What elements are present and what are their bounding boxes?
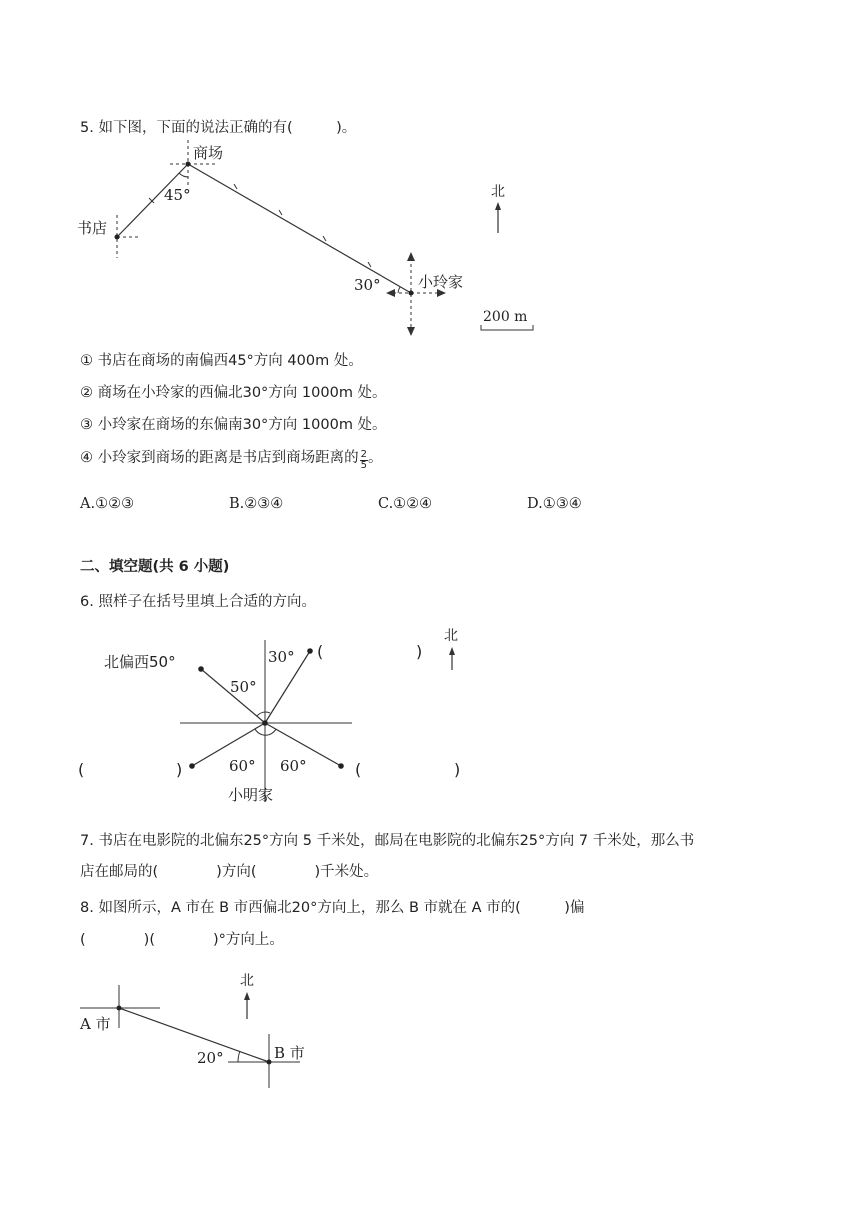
angle-20-label: 20° xyxy=(197,1049,224,1067)
blank-sw-open: ( xyxy=(78,760,85,779)
north-label: 北 xyxy=(240,973,254,989)
north-label: 北 xyxy=(491,184,505,200)
angle-60-right-label: 60° xyxy=(280,757,307,775)
city-a-label: A 市 xyxy=(80,1015,111,1033)
north-arrowhead-icon xyxy=(244,992,250,1000)
q5-statement-1: ① 书店在商场的南偏西45°方向 400m 处。 xyxy=(80,353,363,369)
q5-stem: 5. 如下图，下面的说法正确的有( )。 xyxy=(80,120,357,136)
angle-45-label: 45° xyxy=(164,186,191,204)
q5-statement-4-text: ④ 小玲家到商场的距离是书店到商场距离的 xyxy=(80,450,359,466)
angle-arc-20 xyxy=(238,1051,240,1062)
scale-label: 200 m xyxy=(483,309,528,325)
blank-ne-open: ( xyxy=(317,642,324,661)
example-direction-label: 北偏西50° xyxy=(104,653,176,671)
blank-se-open: ( xyxy=(355,760,362,779)
blank-se-close: ) xyxy=(454,760,461,779)
angle-60-left-label: 60° xyxy=(229,757,256,775)
q5-option-b[interactable]: B.②③④ xyxy=(229,496,284,512)
q7-line-1: 7. 书店在电影院的北偏东25°方向 5 千米处，邮局在电影院的北偏东25°方向 7 千米处，那么书 xyxy=(80,833,695,849)
fraction-two-fifths: $\frac{2}{5}$ xyxy=(360,449,367,471)
bookstore-label: 书店 xyxy=(77,219,108,237)
q5-option-d[interactable]: D.①③④ xyxy=(527,496,582,512)
section-title: 二、填空题(共 6 小题) xyxy=(80,559,230,575)
q5-statement-2: ② 商场在小玲家的西偏北30°方向 1000m 处。 xyxy=(80,385,387,401)
q5-statement-3: ③ 小玲家在商场的东偏南30°方向 1000m 处。 xyxy=(80,417,387,433)
north-label: 北 xyxy=(444,628,458,644)
q8-line-1: 8. 如图所示，A 市在 B 市西偏北20°方向上，那么 B 市就在 A 市的( )偏 xyxy=(80,900,585,916)
city-b-label: B 市 xyxy=(274,1044,305,1062)
q5-option-c[interactable]: C.①②④ xyxy=(378,496,433,512)
home-label: 小玲家 xyxy=(418,273,464,291)
mall-label: 商场 xyxy=(193,144,224,162)
angle-30-label: 30° xyxy=(354,276,381,294)
q5-option-a[interactable]: A.①②③ xyxy=(80,496,135,512)
q5-statement-4: ④ 小玲家到商场的距离是书店到商场距离的 $\frac{2}{5}$ 。 xyxy=(80,449,383,471)
city-a-point xyxy=(117,1006,122,1011)
q6-stem: 6. 照样子在括号里填上合适的方向。 xyxy=(80,594,316,610)
blank-ne-close: ) xyxy=(416,642,423,661)
city-b-point xyxy=(267,1060,272,1065)
angle-30-label: 30° xyxy=(268,648,295,666)
angle-50-label: 50° xyxy=(230,678,257,696)
center-label: 小明家 xyxy=(228,786,274,804)
q8-line-2: ( )( )°方向上。 xyxy=(80,932,284,948)
blank-sw-close: ) xyxy=(176,760,183,779)
q7-line-2: 店在邮局的( )方向( )千米处。 xyxy=(80,864,379,880)
